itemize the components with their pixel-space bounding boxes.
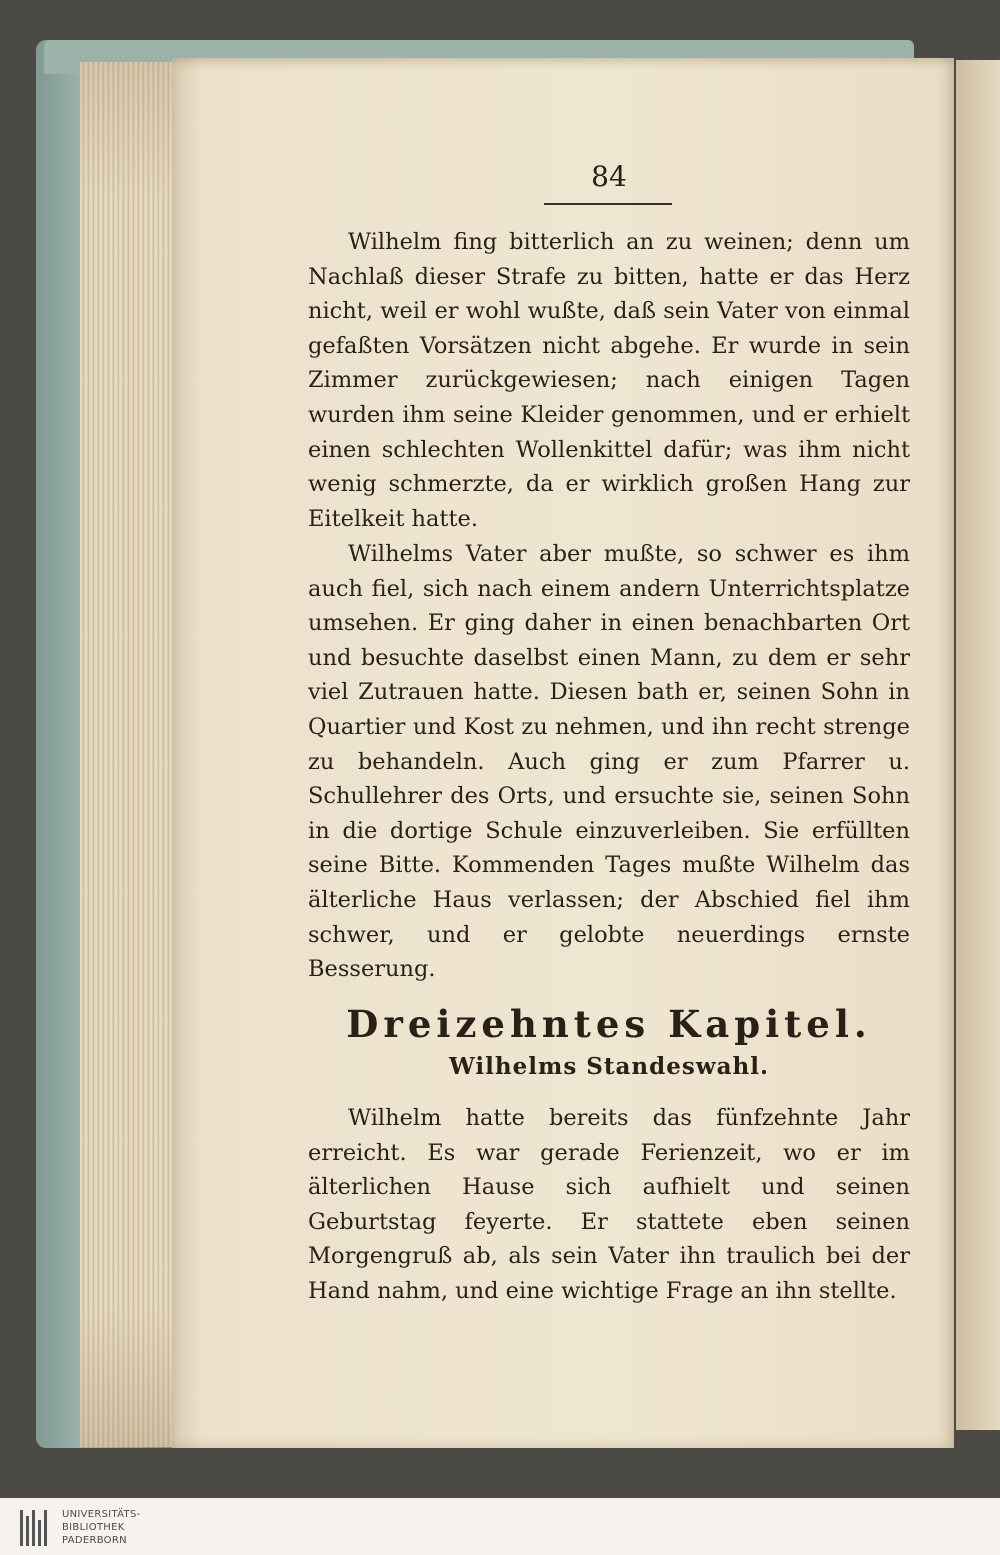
library-logo-icon	[18, 1508, 54, 1548]
paragraph	[308, 537, 910, 987]
paragraph	[308, 1101, 910, 1309]
paragraph-text: Wilhelms Vater aber mußte, so schwer es ihm auch fiel, sich nach einem andern Unterrichtsplatze umsehen. Er ging daher in einen benachbarten Ort und besuchte daselbst einen Mann, zu dem er sehr viel Zutrauen hatte. Diesen bath er, seinen Sohn in Quartier und Kost zu nehmen, und ihn recht strenge zu behandeln. Auch ging er zum Pfarrer u. Schullehrer des Orts, und ersuchte sie, seinen Sohn in die dortige Schule einzuverleiben. Sie erfüllten seine Bitte. Kommenden Tages mußte Wilhelm das älterliche Haus verlassen; der Abschied fiel ihm schwer, und er gelobte neuerdings ernste Besserung.	[308, 541, 910, 983]
paragraph	[308, 225, 910, 536]
chapter-subtitle: Wilhelms Standeswahl.	[449, 1053, 769, 1080]
logo-line-3: PADERBORN	[62, 1535, 127, 1546]
logo-line-2: BIBLIOTHEK	[62, 1522, 125, 1533]
library-logo-text	[62, 1508, 141, 1547]
page-number: 84	[591, 160, 627, 193]
paragraph-text: Wilhelm fing bitterlich an zu weinen; denn um Nachlaß dieser Strafe zu bitten, hatte er das Herz nicht, weil er wohl wußte, daß sein Vater von einmal gefaßten Vorsätzen nicht abgehe. Er wurde in sein Zimmer zurückgewiesen; nach einigen Tagen wurden ihm seine Kleider genommen, und er erhielt einen schlechten Wollenkittel dafür; was ihm nicht wenig schmerzte, da er wirklich großen Hang zur Eitelkeit hatte.	[308, 229, 910, 532]
logo-line-1: UNIVERSITÄTS-	[62, 1509, 141, 1520]
chapter-title: Dreizehntes Kapitel.	[346, 1002, 872, 1046]
paragraph-text: Wilhelm hatte bereits das fünfzehnte Jahr erreicht. Es war gerade Ferienzeit, wo er im älterlichen Hause sich aufhielt und seinen Geburtstag feyerte. Er stattete eben seinen Morgengruß ab, als sein Vater ihn traulich bei der Hand nahm, und eine wichtige Frage an ihn stellte.	[308, 1105, 910, 1304]
next-page-edge	[956, 60, 1000, 1430]
library-logo	[18, 1508, 218, 1548]
page-number-rule	[544, 203, 672, 205]
